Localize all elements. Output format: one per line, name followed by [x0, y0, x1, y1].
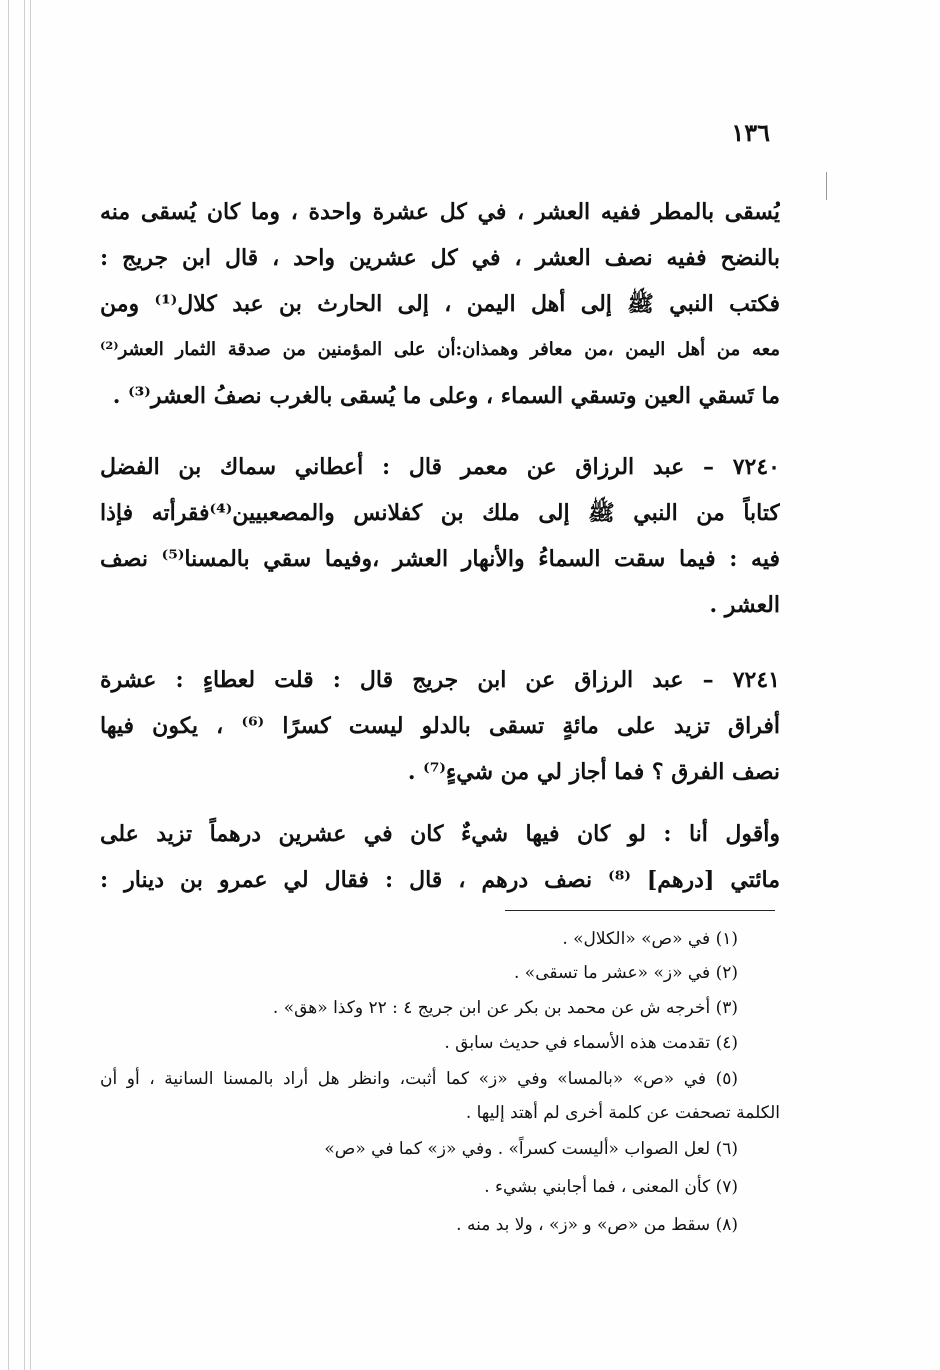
text-line: أفراق تزيد على مائةٍ تسقى بالدلو ليست كسرًا ⁽⁶⁾ ، يكون فيها	[100, 713, 780, 739]
footnote: (٢) في «ز» «عشر ما تسقى» .	[514, 963, 738, 983]
text-line: ٧٢٤٠ – عبد الرزاق عن معمر قال : أعطاني سماك بن الفضل	[100, 454, 780, 480]
paragraph	[100, 812, 780, 907]
text-line: يُسقى بالمطر ففيه العشر ، في كل عشرة واحدة ، وما كان يُسقى منه	[100, 199, 780, 225]
scan-margin-line	[826, 172, 827, 200]
text-line: العشر .	[709, 592, 780, 618]
paragraph	[100, 445, 780, 635]
footnote: (١) في «ص» «الكلال» .	[562, 929, 738, 949]
text-line: فكتب النبي ﷺ إلى أهل اليمن ، إلى الحارث بن عبد كلال⁽¹⁾ ومن	[100, 291, 780, 317]
scan-margin-line	[30, 0, 31, 1370]
footnote: (٦) لعل الصواب «أليست كسراً» . وفي «ز» كما في «ص»	[324, 1139, 738, 1159]
paragraph	[100, 658, 780, 803]
footnote: (٣) أخرجه ش عن محمد بن بكر عن ابن جريج ٤ : ٢٢ وكذا «هق» .	[272, 998, 738, 1018]
footnote: (٤) تقدمت هذه الأسماء في حديث سابق .	[444, 1033, 738, 1053]
text-line: فيه : فيما سقت السماءُ والأنهار العشر ،وفيما سقي بالمسنا⁽⁵⁾ نصف	[100, 546, 780, 572]
text-line: نصف الفرق ؟ فما أجاز لي من شيءٍ⁽⁷⁾ .	[407, 759, 780, 785]
text-line: كتاباً من النبي ﷺ إلى ملك بن كفلانس والمصعبيين⁽⁴⁾فقرأته فإذا	[100, 500, 780, 526]
paragraph	[100, 190, 780, 420]
scan-margin-line	[8, 0, 9, 1370]
footnote: (٧) كأن المعنى ، فما أجابني بشيء .	[484, 1177, 738, 1197]
text-line: مائتي [درهم] ⁽⁸⁾ نصف درهم ، قال : فقال لي عمرو بن دينار :	[100, 867, 780, 893]
text-line: ٧٢٤١ – عبد الرزاق عن ابن جريج قال : قلت لعطاءٍ : عشرة	[100, 667, 780, 693]
text-line: ما تَسقي العين وتسقي السماء ، وعلى ما يُسقى بالغرب نصفُ العشر⁽³⁾ .	[112, 383, 780, 409]
text-line: وأقول أنا : لو كان فيها شيءٌ كان في عشرين درهماً تزيد على	[100, 821, 780, 847]
page-number: ١٣٦	[731, 118, 770, 147]
footnote: (٨) سقط من «ص» و «ز» ، ولا بد منه .	[456, 1215, 738, 1235]
text-line: بالنضح ففيه نصف العشر ، في كل عشرين واحد ، قال ابن جريج :	[100, 245, 780, 271]
footnote: (٥) في «ص» «بالمسا» وفي «ز» كما أثبت، وانظر هل أراد بالمسنا السانية ، أو أن	[100, 1069, 738, 1089]
scan-margin-line	[24, 0, 25, 1370]
footnote-continuation: الكلمة تصحفت عن كلمة أخرى لم أهتد إليها .	[465, 1103, 780, 1123]
text-line: معه من أهل اليمن ،من معافر وهمذان:أن على المؤمنين من صدقة الثمار العشر⁽²⁾	[100, 339, 780, 360]
footnote-separator	[505, 910, 775, 911]
